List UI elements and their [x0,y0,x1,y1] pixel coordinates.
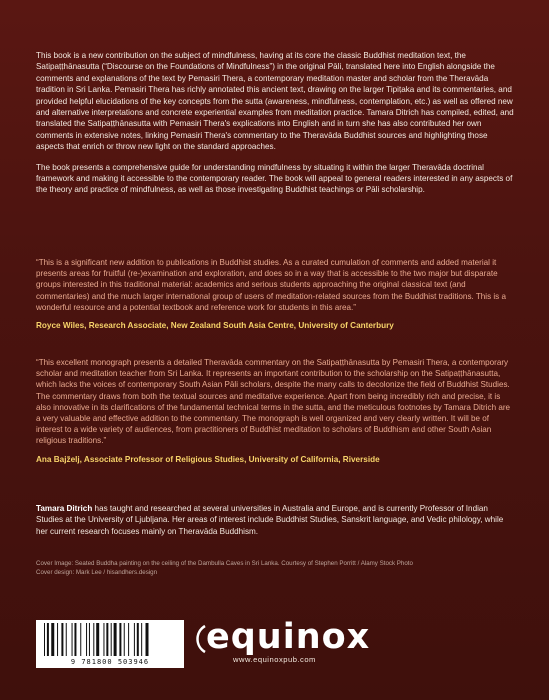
description-paragraph-2: The book presents a comprehensive guide for understanding mindfulness by situating it within the larger Theravāda doctrinal framework and making it accessible to the contemporary reader. The book will appeal to general readers interested in any aspects of the theory and practice of mindfulness, as well as those investigating Buddhist teachings or Pāli scholarship. [36,162,513,195]
isbn-barcode [36,620,184,668]
book-description [36,50,514,205]
endorsement-attribution: Royce Wiles, Research Associate, New Zealand South Asia Centre, University of Canterbury [36,321,394,331]
isbn-number: 9 781800 503946 [70,658,150,666]
endorsement-text: “This excellent monograph presents a detailed Theravāda commentary on the Satipaṭṭhānasutta by Pemasiri Thera, a contemporary scholar and meditation teacher from Sri Lanka. It represents an important contribution to the scholarship on the Satipaṭṭhānasutta, which lacks the voices of contemporary South Asian Pāli scholars, despite the many calls to decolonize the field of Buddhist Studies. The commentary draws from both the textual sources and meditative experience. Apart from being incredibly rich and precise, it is also innovative in its clarifications of the fundamental technical terms in the sutta, and the meticulous footnotes by Tamara Ditrich are a very valuable and effective addition to the commentary. The monograph is well organized and very clearly written. It will be of interest to a wide variety of audiences, from practitioners of Buddhist meditation to scholars of Buddhism and other South Asian religious traditions.” [36,358,511,446]
endorsement-text: “This is a significant new addition to publications in Buddhist studies. As a curated cumulation of comments and added material it presents areas for fruitful (re-)examination and exploration, and does so in a way that is accessible to the two major but disparate groups interested in this traditional material: academics and serious students approaching the original classical text (and commentaries) and the much larger international group of users of meditation-related sources from the Buddhist traditions. This is a wonderful resource and a potential textbook and reference work for students in this area.” [36,258,506,312]
publisher-url: www.equinoxpub.com [233,655,316,664]
author-name: Tamara Ditrich [36,504,93,513]
cover-credits [36,560,514,577]
author-bio-text: has taught and researched at several universities in Australia and Europe, and is currently Professor of Indian Studies at the University of Ljubljana. Her areas of interest include Buddhist Studies, Sanskrit language, and Vedic philology, while her current research focuses mainly on Theravāda Buddhism. [36,504,504,536]
endorsement-2 [36,357,514,465]
cover-design-credit: Cover design: Mark Lee / hisandhers.design [36,568,158,576]
author-bio [36,503,514,537]
description-paragraph-1: This book is a new contribution on the subject of mindfulness, having at its core the classic Buddhist meditation text, the Satipaṭṭhānasutta (“Discourse on the Foundations of Mindfulness”) in the original Pāli, translated here into English alongside the comments and explanations of the text by Pemasiri Thera, a contemporary meditation master and scholar from the Theravāda tradition in Sri Lanka. Pemasiri Thera has richly annotated this ancient text, drawing on the larger Tipiṭaka and its commentaries, and provided helpful elucidations of the key concepts from the sutta (awareness, mindfulness, contemplation, etc.) as well as offered new and alternative interpretations and concrete experiential examples from meditation practice. Tamara Ditrich has compiled, edited, and translated the Satipaṭṭhānasutta with Pemasiri Thera's explications into English and in turn she has also contributed her own comments in extensive notes, linking Pemasiri Thera's commentary to the Theravāda Buddhist sources and highlighting those aspects that enrich or throw new light on the standard approaches. [36,51,514,152]
endorsement-1 [36,257,514,331]
equinox-swoosh-icon [193,624,207,654]
cover-image-credit: Cover Image: Seated Buddha painting on the ceiling of the Dambulla Caves in Sri Lanka. Courtesy of Stephen Porritt / Alamy Stock Photo [36,560,413,567]
endorsement-attribution: Ana Bajželj, Associate Professor of Religious Studies, University of California, Riverside [36,454,380,464]
barcode-bars-icon [36,620,184,658]
publisher-logo: equinox [206,617,371,657]
